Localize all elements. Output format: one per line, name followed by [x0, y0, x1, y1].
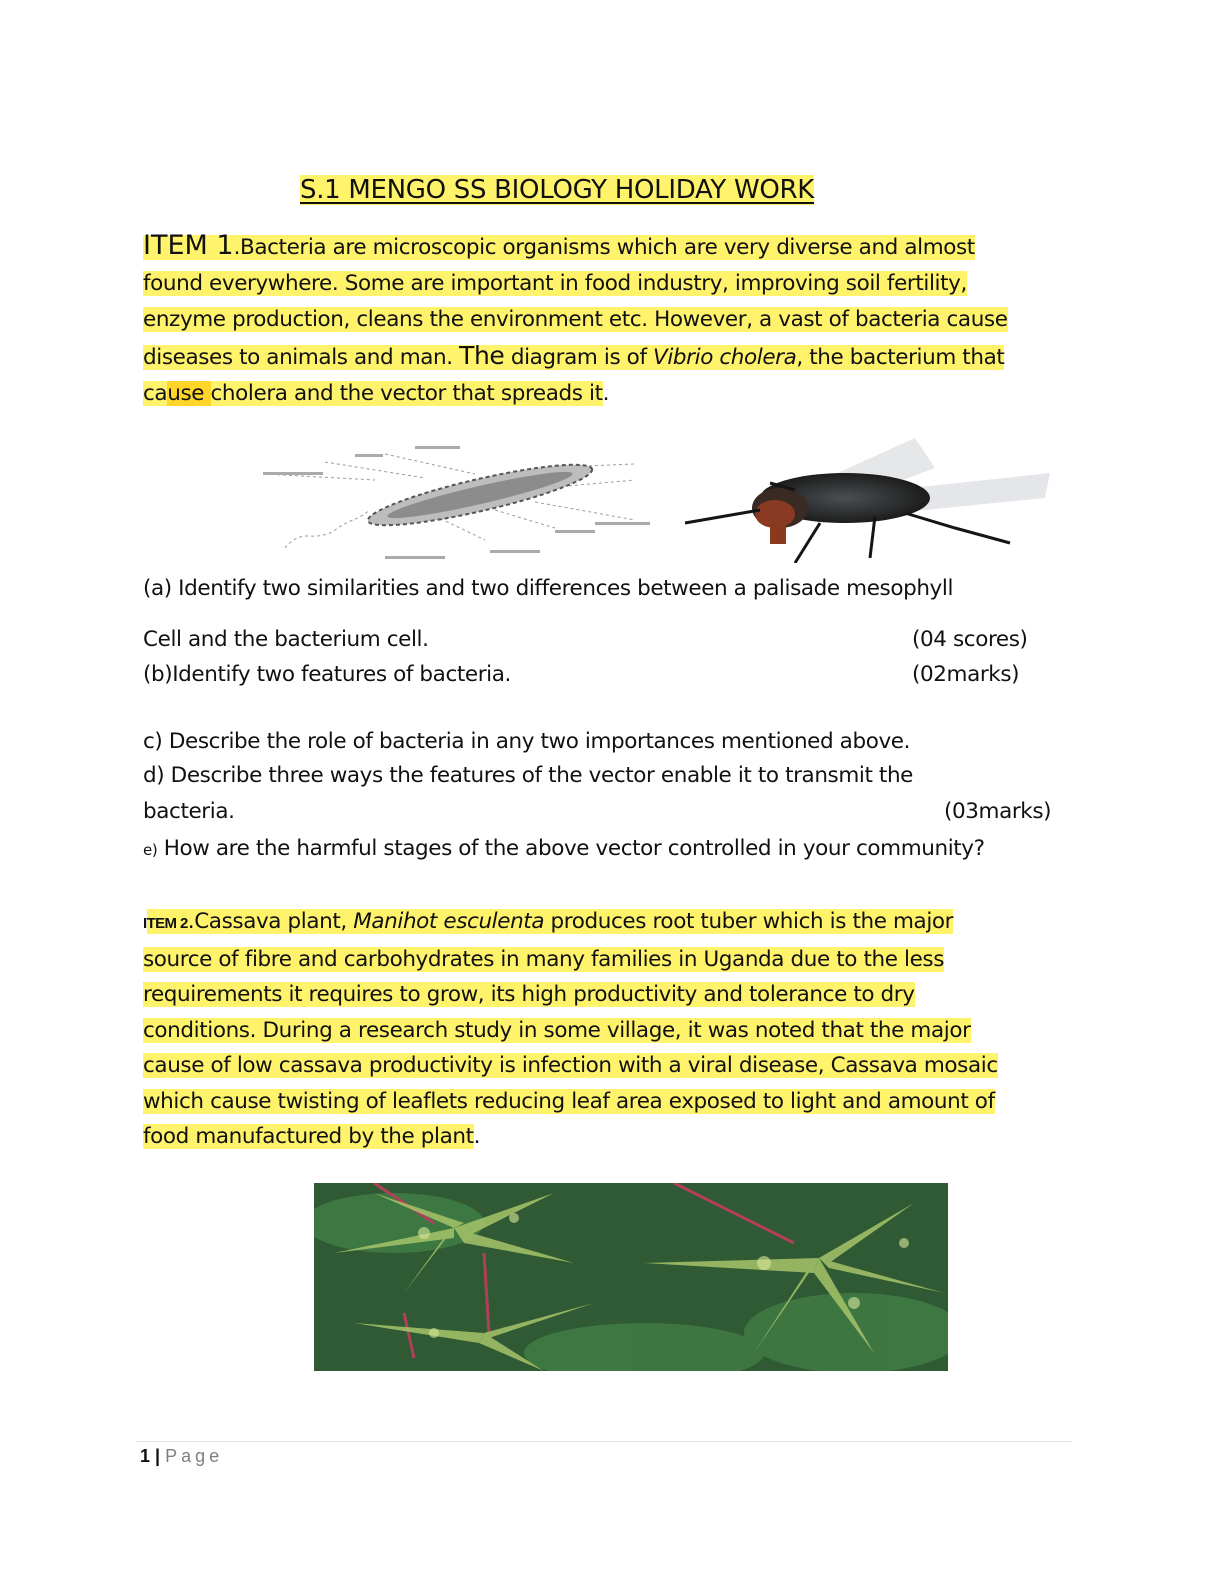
- bacterium-diagram: [255, 440, 655, 560]
- question-e: e) How are the harmful stages of the above vector controlled in your community?: [143, 836, 985, 861]
- footer-divider: [136, 1441, 1072, 1442]
- item2-paragraph: ITEM 2.Cassava plant, Manihot esculenta produces root tuber which is the major source of fibre and carbohydrates in many families in Uganda due to the less requirements it requires to grow, its high productivity and tolerance to dry conditions. During a research study in some village, it was noted that the major cause of low cassava productivity is infection with a viral disease, Cassava mosaic which cause twisting of leaflets reducing leaf area exposed to light and amount of food manufactured by the plant.: [143, 909, 998, 1149]
- question-a-line2: Cell and the bacterium cell.: [143, 627, 429, 652]
- question-d-line1: d) Describe three ways the features of the vector enable it to transmit the: [143, 763, 914, 788]
- document-title: S.1 MENGO SS BIOLOGY HOLIDAY WORK: [300, 175, 815, 205]
- question-b-score: (02marks): [912, 662, 1020, 687]
- item1-label: ITEM 1: [143, 230, 234, 261]
- item2-label: TEM 2: [146, 915, 188, 932]
- question-a-score: (04 scores): [912, 627, 1028, 652]
- question-b: (b)Identify two features of bacteria.: [143, 662, 511, 687]
- question-d-score: (03marks): [944, 799, 1052, 824]
- species-name: Vibrio cholera: [653, 345, 797, 370]
- cassava-mosaic-image: [314, 1183, 948, 1371]
- page-footer: 1 | Page: [140, 1446, 224, 1466]
- housefly-image: [665, 428, 1060, 563]
- species-name: Manihot esculenta: [353, 909, 545, 934]
- item1-paragraph: ITEM 1.Bacteria are microscopic organisms which are very diverse and almost found everywhere. Some are important in food industry, improving soil fertility, enzyme production, cleans the environment etc. However, a vast of bacteria cause diseases to animals and man. The diagram is of Vibrio cholera, the bacterium that cause cholera and the vector that spreads it.: [143, 230, 1008, 406]
- question-a-line1: (a) Identify two similarities and two differences between a palisade mesophyll: [143, 576, 954, 601]
- question-d-line2: bacteria.: [143, 799, 235, 824]
- question-c: c) Describe the role of bacteria in any two importances mentioned above.: [143, 729, 911, 754]
- page-number: 1: [140, 1446, 151, 1466]
